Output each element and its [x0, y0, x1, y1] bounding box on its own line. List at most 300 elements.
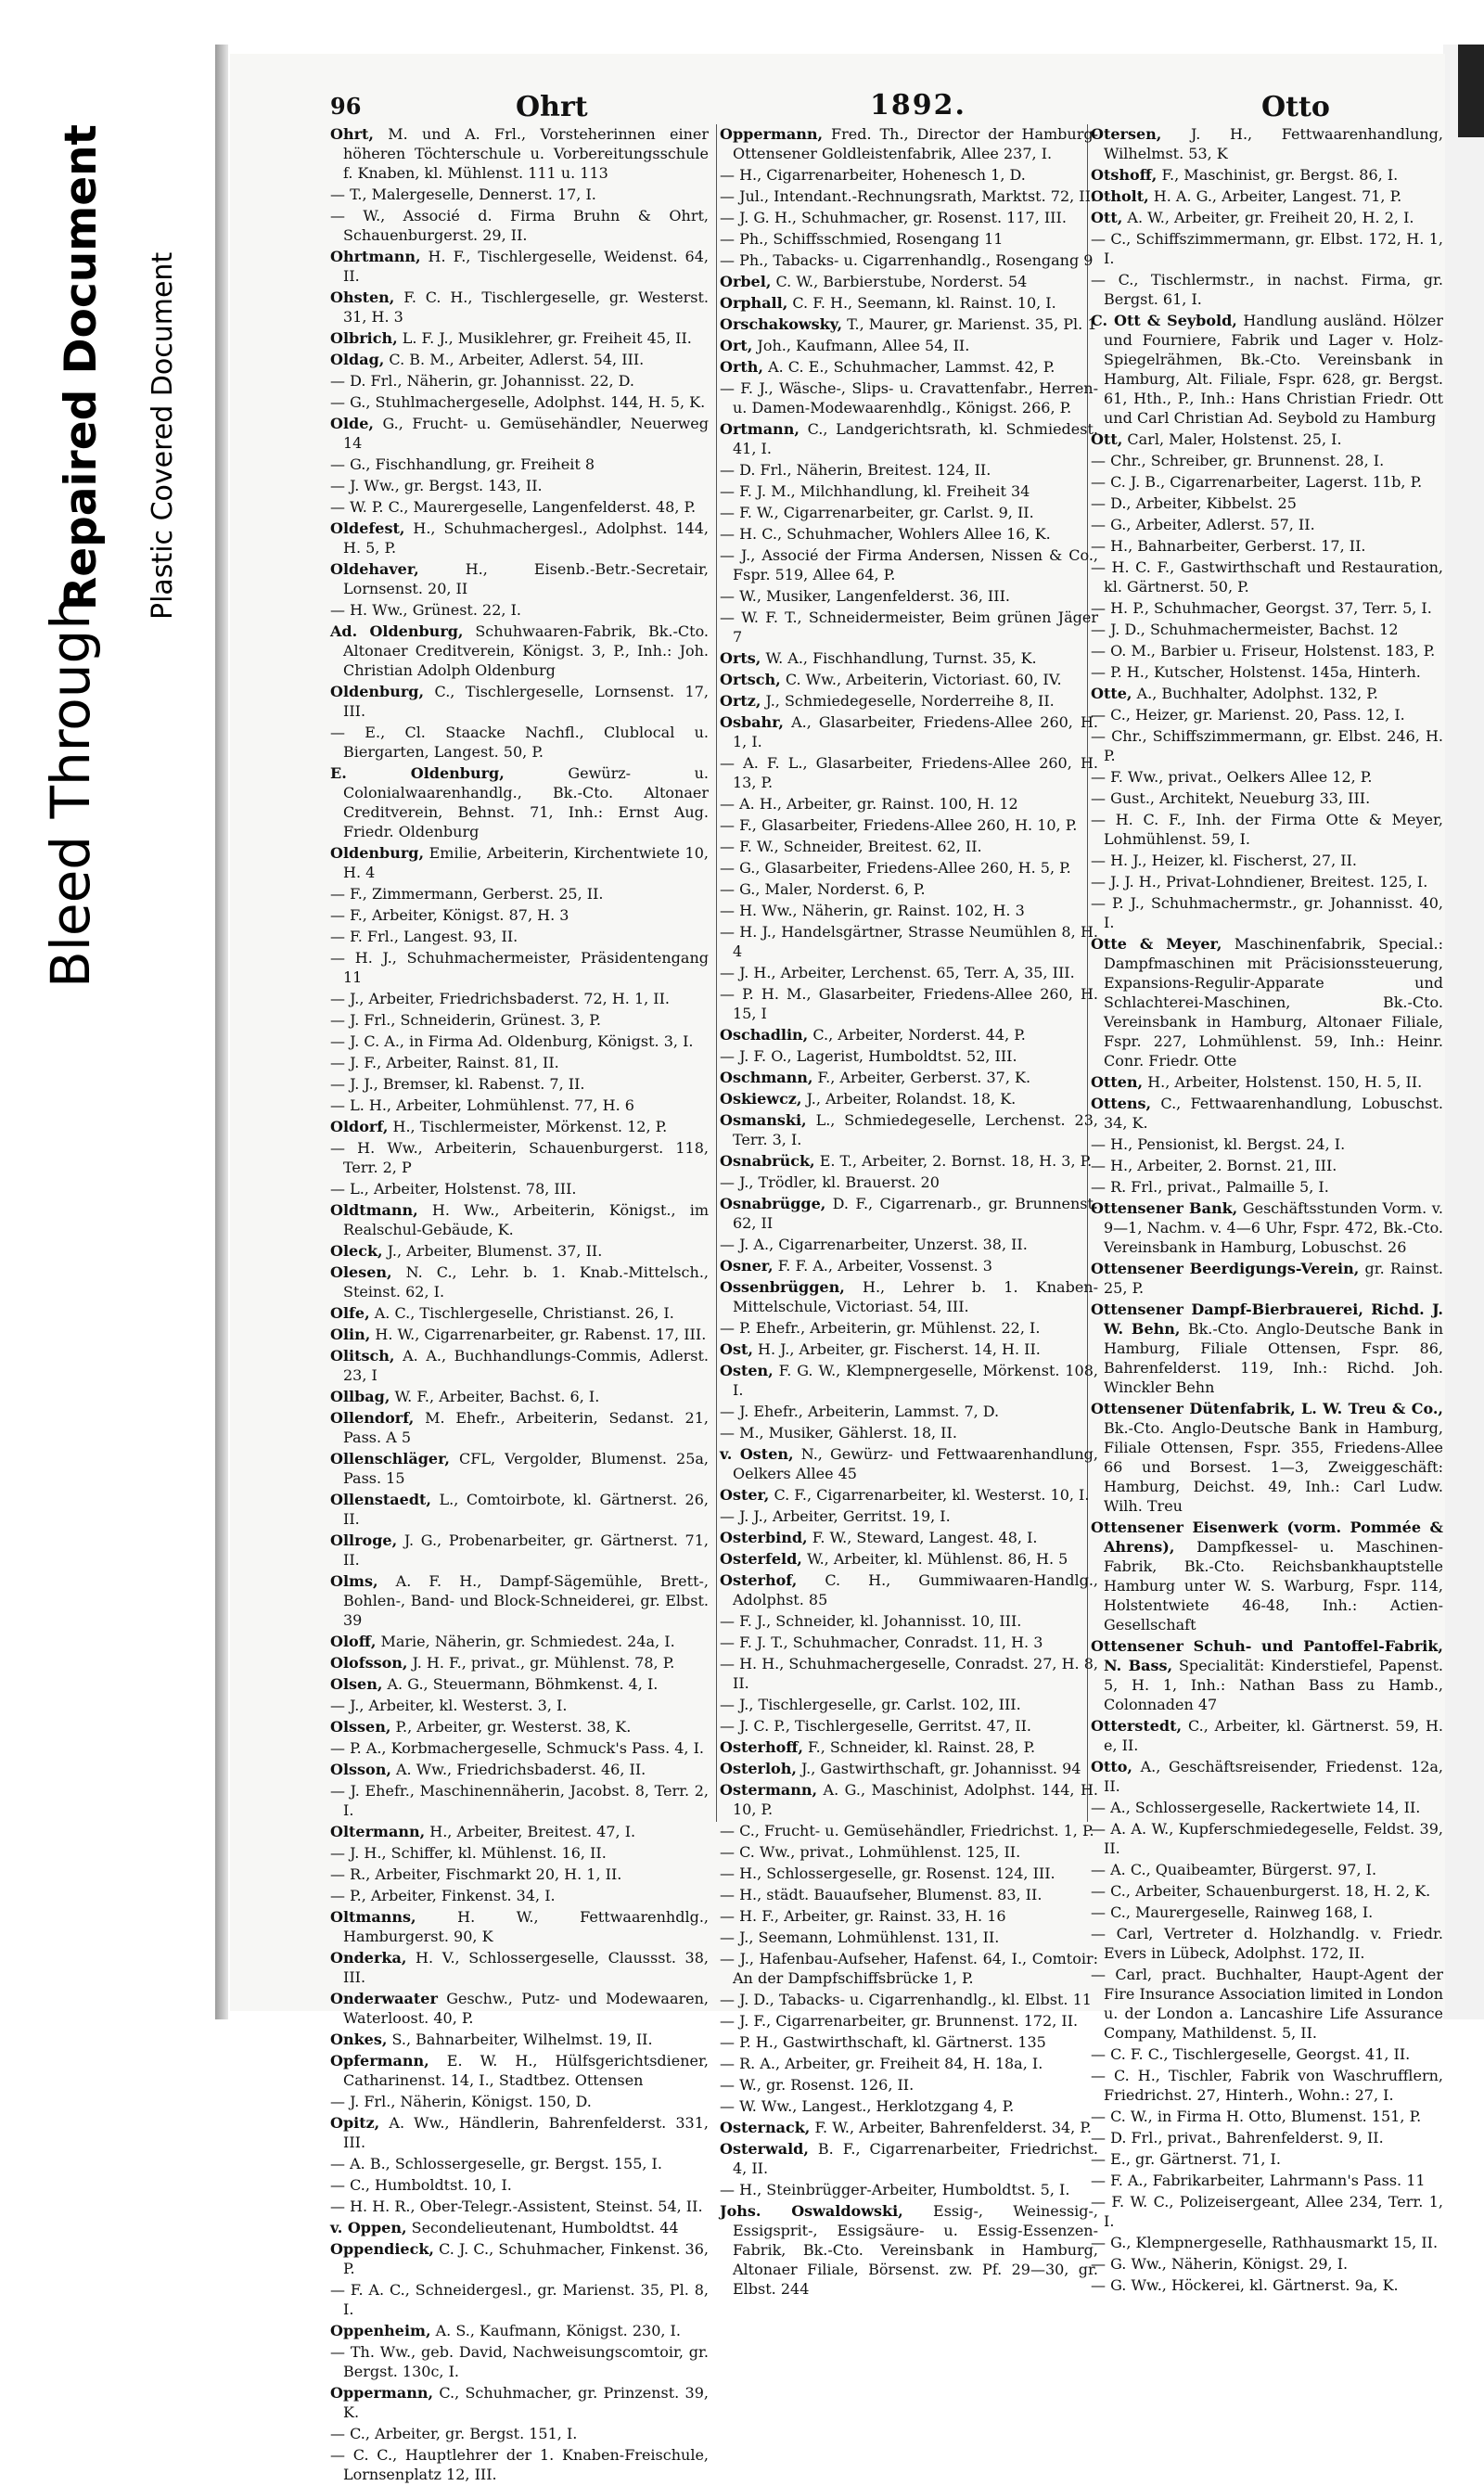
directory-entry	[720, 336, 1098, 355]
directory-entry	[1091, 1300, 1443, 1397]
entry-text: T., Maurer, gr. Marienst. 35, Pl. 1	[847, 315, 1097, 333]
entry-text: A. G., Maschinist, Adolphst. 144, H. 10, P.	[733, 1781, 1098, 1818]
entry-name: Oltmanns,	[330, 1908, 416, 1926]
directory-entry	[720, 524, 1098, 544]
entry-text: — H. H., Schuhmachergeselle, Conradst. 27, H. 8, II.	[720, 1655, 1098, 1692]
entry-text: — C., Tischlermstr., in nachst. Firma, gr. Bergst. 61, I.	[1091, 271, 1443, 308]
entry-name: Oleck,	[330, 1242, 383, 1260]
directory-entry	[720, 712, 1098, 751]
entry-text: A. Ww., Händlerin, Bahrenfelderst. 331, III.	[343, 2114, 709, 2151]
directory-entry	[720, 165, 1098, 185]
entry-text: H. Ww., Arbeiterin, Königst., im Realschul-Gebäude, K.	[343, 1201, 709, 1238]
directory-entry	[330, 1738, 709, 1758]
directory-entry	[720, 481, 1098, 501]
entry-name: Ort,	[720, 337, 753, 354]
entry-text: F. G. W., Klempnergeselle, Mörkenst. 108, I.	[733, 1362, 1098, 1399]
directory-entry	[330, 1948, 709, 1987]
entry-name: Oloff,	[330, 1633, 377, 1650]
entry-text: Bk.-Cto. Anglo-Deutsche Bank in Hamburg, Filiale Ottensen, Fspr. 86, Bahrenfelderst. 119, Inh.: Richd. Joh. Winckler Behn	[1104, 1320, 1443, 1396]
directory-entry	[330, 1696, 709, 1715]
directory-entry	[330, 206, 709, 245]
directory-entry	[330, 905, 709, 925]
directory-entry	[720, 1423, 1098, 1442]
entry-name: Opfermann,	[330, 2052, 429, 2070]
directory-entry	[720, 1235, 1098, 1254]
entry-text: — C. W., in Firma H. Otto, Blumenst. 151, P.	[1091, 2108, 1422, 2125]
entry-name: Onkes,	[330, 2031, 388, 2048]
header-left-keyword: Ohrt	[516, 91, 588, 123]
entry-name: Oldtmann,	[330, 1201, 418, 1219]
entry-text: — F. J. M., Milchhandlung, kl. Freiheit 34	[720, 482, 1030, 500]
entry-text: C., Arbeiter, kl. Gärtnerst. 59, H. e, II.	[1104, 1717, 1443, 1754]
directory-entry	[720, 378, 1098, 417]
directory-entry	[720, 1654, 1098, 1693]
entry-text: — J. F., Arbeiter, Rainst. 81, II.	[330, 1054, 559, 1071]
directory-entry	[1091, 165, 1443, 185]
directory-entry	[720, 901, 1098, 920]
directory-entry	[330, 2445, 709, 2484]
directory-entry	[720, 1737, 1098, 1757]
directory-entry	[1091, 1134, 1443, 1154]
entry-name: Osterwald,	[720, 2140, 809, 2158]
entry-text: W., Arbeiter, kl. Mühlenst. 86, H. 5	[806, 1550, 1068, 1568]
entry-text: — W. F. T., Schneidermeister, Beim grünen Jäger 7	[720, 609, 1098, 646]
directory-entry	[720, 963, 1098, 982]
directory-entry	[720, 2201, 1098, 2299]
entry-text: F., Schneider, kl. Rainst. 28, P.	[808, 1738, 1036, 1756]
directory-entry	[330, 185, 709, 204]
directory-entry	[330, 476, 709, 495]
entry-text: — J., Associé der Firma Andersen, Nissen & Co., Fspr. 519, Allee 64, P.	[720, 546, 1098, 583]
entry-name: Oldenburg,	[330, 683, 425, 700]
entry-text: L., Schmiedegeselle, Lerchenst. 23, Terr. 3, I.	[733, 1111, 1098, 1148]
directory-entry	[330, 927, 709, 946]
entry-name: Osten,	[720, 1362, 774, 1379]
entry-name: Ott,	[1091, 209, 1123, 226]
directory-entry	[1091, 2192, 1443, 2231]
directory-entry	[1091, 208, 1443, 227]
directory-entry	[1091, 1094, 1443, 1133]
entry-name: Onderwaater	[330, 1990, 438, 2007]
entry-name: Olde,	[330, 415, 374, 432]
entry-text: J., Schmiedegeselle, Norderreihe 8, II.	[765, 692, 1055, 710]
entry-text: A., Geschäftsreisender, Friedenst. 12a, II.	[1104, 1758, 1443, 1795]
directory-entry	[330, 2030, 709, 2049]
directory-entry	[720, 208, 1098, 227]
directory-entry	[330, 2175, 709, 2195]
directory-entry	[1091, 1156, 1443, 1175]
entry-text: — Chr., Schiffszimmermann, gr. Elbst. 246, H. P.	[1091, 727, 1443, 764]
directory-entry	[1091, 851, 1443, 870]
entry-text: F., Maschinist, gr. Bergst. 86, I.	[1161, 166, 1399, 184]
entry-text: — J. H., Schiffer, kl. Mühlenst. 16, II.	[330, 1844, 607, 1862]
entry-text: — J., Seemann, Lohmühlenst. 131, II.	[720, 1929, 1000, 1946]
directory-entry	[1091, 124, 1443, 163]
entry-text: — A. B., Schlossergeselle, gr. Bergst. 155, I.	[330, 2155, 662, 2172]
entry-name: Ottensener Dampf-Bierbrauerei, Richd. J. W. Behn,	[1091, 1301, 1443, 1338]
entry-text: C., Landgerichtsrath, kl. Schmiedest. 41, I.	[733, 420, 1098, 457]
directory-entry	[330, 1053, 709, 1072]
entry-text: A. A., Buchhandlungs-Commis, Adlerst. 23, I	[343, 1347, 709, 1384]
entry-name: Ossenbrüggen,	[720, 1278, 845, 1296]
directory-entry	[1091, 2149, 1443, 2169]
entry-name: Ollbag,	[330, 1388, 390, 1405]
entry-text: — H. J., Heizer, kl. Fischerst, 27, II.	[1091, 852, 1358, 869]
entry-name: Ortmann,	[720, 420, 800, 438]
entry-text: Joh., Kaufmann, Allee 54, II.	[757, 337, 970, 354]
directory-entry	[720, 794, 1098, 814]
directory-entry	[330, 519, 709, 557]
directory-entry	[720, 1444, 1098, 1483]
directory-entry	[720, 1864, 1098, 1883]
entry-name: Osnabrügge,	[720, 1195, 826, 1212]
directory-entry	[720, 858, 1098, 878]
directory-entry	[1091, 1757, 1443, 1796]
directory-entry	[720, 229, 1098, 249]
directory-entry	[1091, 515, 1443, 534]
scan-right-dark-bar	[1458, 45, 1484, 137]
entry-text: F. W., Arbeiter, Bahrenfelderst. 34, P.	[814, 2119, 1092, 2136]
directory-entry	[330, 1717, 709, 1736]
entry-text: H., Tischlermeister, Mörkenst. 12, P.	[392, 1118, 668, 1135]
entry-name: Oppenheim,	[330, 2322, 431, 2339]
page-number: 96	[330, 93, 362, 120]
entry-text: E. T., Arbeiter, 2. Bornst. 18, H. 3, P.	[819, 1152, 1093, 1170]
entry-name: Ohrtmann,	[330, 248, 421, 265]
entry-text: — W., gr. Rosenst. 126, II.	[720, 2076, 915, 2094]
directory-entry	[720, 460, 1098, 480]
directory-entry	[1091, 872, 1443, 891]
entry-text: N., Gewürz- und Fettwaarenhandlung, Oelkers Allee 45	[733, 1445, 1099, 1482]
entry-text: A., Buchhalter, Adolphst. 132, P.	[1136, 685, 1378, 702]
directory-entry	[720, 1506, 1098, 1526]
directory-entry	[330, 1096, 709, 1115]
entry-text: — Ph., Schiffsschmied, Rosengang 11	[720, 230, 1004, 248]
scan-binding-shadow	[215, 45, 228, 2019]
entry-text: — R. Frl., privat., Palmaille 5, I.	[1091, 1178, 1329, 1196]
directory-entry	[720, 922, 1098, 961]
directory-entry	[330, 2154, 709, 2173]
directory-entry	[720, 2139, 1098, 2178]
entry-text: — C., Maurergeselle, Rainweg 168, I.	[1091, 1903, 1374, 1921]
directory-entry	[330, 350, 709, 369]
directory-entry	[720, 1842, 1098, 1862]
directory-entry	[330, 455, 709, 474]
entry-text: — J. Ehefr., Arbeiterin, Lammst. 7, D.	[720, 1403, 1000, 1420]
entry-text: A. G., Steuermann, Böhmkenst. 4, I.	[387, 1675, 659, 1693]
entry-text: C., Fettwaarenhandlung, Lobuschst. 34, K.	[1104, 1095, 1443, 1132]
entry-name: Olbrich,	[330, 329, 398, 347]
entry-text: J. G., Probenarbeiter, gr. Gärtnerst. 71, II.	[343, 1531, 710, 1569]
directory-entry	[330, 1325, 709, 1344]
directory-entry	[720, 186, 1098, 206]
entry-name: Ad. Oldenburg,	[330, 622, 464, 640]
entry-text: C. Ww., Arbeiterin, Victoriast. 60, IV.	[785, 671, 1062, 688]
directory-entry	[720, 1025, 1098, 1044]
directory-entry	[330, 622, 709, 680]
directory-entry	[720, 545, 1098, 584]
directory-column-3	[1091, 124, 1443, 2297]
entry-name: Oldefest,	[330, 519, 405, 537]
directory-entry	[330, 1074, 709, 1094]
directory-entry	[720, 1277, 1098, 1316]
directory-entry	[720, 1110, 1098, 1149]
entry-text: C. H., Gummiwaaren-Handlg., Adolphst. 85	[733, 1571, 1098, 1608]
directory-entry	[330, 1674, 709, 1694]
entry-text: — H. Ww., Grünest. 22, I.	[330, 601, 521, 619]
directory-entry	[330, 948, 709, 987]
entry-name: Orth,	[720, 358, 763, 376]
entry-text: — J., Tischlergeselle, gr. Carlst. 102, III.	[720, 1696, 1021, 1713]
entry-text: — W. P. C., Maurergeselle, Langenfelderst. 48, P.	[330, 498, 697, 516]
entry-text: — J. J., Bremser, kl. Rabenst. 7, II.	[330, 1075, 585, 1093]
entry-name: Olms,	[330, 1572, 378, 1590]
entry-text: — H. C. F., Gastwirthschaft und Restauration, kl. Gärtnerst. 50, P.	[1091, 558, 1443, 596]
directory-entry	[330, 2424, 709, 2443]
entry-text: — A., Schlossergeselle, Rackertwiete 14, II.	[1091, 1799, 1421, 1816]
entry-name: Oltermann,	[330, 1823, 426, 1840]
directory-entry	[1091, 726, 1443, 765]
entry-name: Orschakowsky,	[720, 315, 843, 333]
directory-entry	[720, 2118, 1098, 2137]
entry-text: — G., Fischhandlung, gr. Freiheit 8	[330, 455, 595, 473]
directory-entry	[330, 1760, 709, 1779]
entry-text: H. V., Schlossergeselle, Claussst. 38, III.	[343, 1949, 709, 1986]
directory-entry	[1091, 451, 1443, 470]
entry-text: Specialität: Kinderstiefel, Papenst. 5, H. 1, Inh.: Nathan Bass zu Hamb., Colonnaden 47	[1104, 1657, 1443, 1713]
entry-text: G., Frucht- u. Gemüsehändler, Neuerweg 14	[343, 415, 709, 452]
directory-entry	[720, 2180, 1098, 2199]
directory-entry	[330, 247, 709, 286]
entry-text: L. F. J., Musiklehrer, gr. Freiheit 45, II.	[402, 329, 692, 347]
directory-entry	[330, 1571, 709, 1630]
directory-entry	[330, 2383, 709, 2422]
entry-text: A. C. E., Schuhmacher, Lammst. 42, P.	[768, 358, 1055, 376]
entry-text: Fred. Th., Director der Hamburg-Ottensener Goldleistenfabrik, Allee 237, I.	[733, 125, 1099, 162]
entry-text: A. C., Tischlergeselle, Christianst. 26, I.	[374, 1304, 674, 1322]
entry-name: Olsen,	[330, 1675, 383, 1693]
page-header	[230, 54, 1445, 123]
entry-name: Oldorf,	[330, 1118, 389, 1135]
entry-name: Ostermann,	[720, 1781, 818, 1799]
entry-text: M. und A. Frl., Vorsteherinnen einer höheren Töchterschule u. Vorbereitungsschule f. Knaben, kl. Mühlenst. 111 u. 113	[343, 125, 709, 182]
entry-name: Orbel,	[720, 273, 772, 290]
directory-entry	[1091, 662, 1443, 682]
entry-text: — A. C., Quaibeamter, Bürgerst. 97, I.	[1091, 1861, 1377, 1878]
directory-entry	[1091, 767, 1443, 787]
directory-column-2	[720, 124, 1098, 2300]
entry-name: Osner,	[720, 1257, 774, 1275]
entry-text: — J., Arbeiter, kl. Westerst. 3, I.	[330, 1697, 568, 1714]
directory-entry	[330, 1346, 709, 1385]
directory-entry	[720, 1990, 1098, 2009]
entry-text: — H. F., Arbeiter, gr. Rainst. 33, H. 16	[720, 1907, 1006, 1925]
entry-name: Ortz,	[720, 692, 761, 710]
directory-entry	[1091, 1903, 1443, 1922]
entry-text: H. W., Fettwaarenhdlg., Hamburgerst. 90, K	[343, 1908, 709, 1945]
entry-text: — W. Ww., Langest., Herklotzgang 4, P.	[720, 2097, 1015, 2115]
entry-text: C., Tischlergeselle, Lornsenst. 17, III.	[343, 683, 709, 720]
entry-text: — F., Arbeiter, Königst. 87, H. 3	[330, 906, 569, 924]
directory-entry	[720, 1046, 1098, 1066]
directory-entry	[330, 1632, 709, 1651]
entry-name: Ollenschläger,	[330, 1450, 450, 1467]
directory-entry	[720, 1821, 1098, 1840]
directory-entry	[720, 503, 1098, 522]
entry-name: Osternack,	[720, 2119, 811, 2136]
entry-text: — F. A., Fabrikarbeiter, Lahrmann's Pass. 11	[1091, 2172, 1426, 2189]
entry-name: Ollroge,	[330, 1531, 398, 1549]
entry-text: — G., Maler, Norderst. 6, P.	[720, 880, 926, 898]
entry-text: Secondelieutenant, Humboldtst. 44	[411, 2219, 679, 2236]
entry-text: H. A. G., Arbeiter, Langest. 71, P.	[1153, 187, 1402, 205]
entry-text: Gewürz- u. Colonialwaarenhandlg., Bk.-Cto. Altonaer Creditverein, Behnst. 71, Inh.: Ernst Aug. Friedr. Oldenburg	[343, 764, 709, 840]
entry-text: H. W., Cigarrenarbeiter, gr. Rabenst. 17, III.	[375, 1326, 707, 1343]
entry-text: A. Ww., Friedrichsbaderst. 46, II.	[396, 1761, 646, 1778]
entry-text: C., Arbeiter, Norderst. 44, P.	[812, 1026, 1026, 1044]
entry-text: — C., Schiffszimmermann, gr. Elbst. 172, H. 1, I.	[1091, 230, 1443, 267]
directory-entry	[330, 1138, 709, 1177]
entry-text: M. Ehefr., Arbeiterin, Sedanst. 21, Pass. A 5	[343, 1409, 709, 1446]
entry-text: — H. H. R., Ober-Telegr.-Assistent, Steinst. 54, II.	[330, 2198, 703, 2215]
entry-text: — J. Frl., Näherin, Königst. 150, D.	[330, 2093, 592, 2110]
entry-text: — J. H., Arbeiter, Lerchenst. 65, Terr. A, 35, III.	[720, 964, 1075, 981]
directory-entry	[1091, 1819, 1443, 1858]
entry-text: E. W. H., Hülfsgerichtsdiener, Catharinenst. 14, I., Stadtbez. Ottensen	[343, 2052, 709, 2089]
directory-entry	[330, 497, 709, 517]
directory-entry	[1091, 2066, 1443, 2105]
directory-entry	[330, 1387, 709, 1406]
entry-text: — Ph., Tabacks- u. Cigarrenhandlg., Rosengang 9	[720, 251, 1094, 269]
entry-text: W. F., Arbeiter, Bachst. 6, I.	[394, 1388, 600, 1405]
entry-text: — P. H., Kutscher, Holstenst. 145a, Hinterh.	[1091, 663, 1421, 681]
column-divider	[716, 124, 717, 1822]
entry-text: — C. C., Hauptlehrer der 1. Knaben-Freischule, Lornsenplatz 12, III.	[330, 2446, 709, 2483]
entry-text: J., Arbeiter, Rolandst. 18, K.	[806, 1090, 1017, 1108]
directory-entry	[720, 1885, 1098, 1904]
entry-text: — J. D., Tabacks- u. Cigarrenhandlg., kl. Elbst. 11	[720, 1991, 1092, 2008]
entry-text: L., Comtoirbote, kl. Gärtnerst. 26, II.	[343, 1491, 709, 1528]
directory-entry	[330, 1989, 709, 2028]
entry-name: Ortsch,	[720, 671, 781, 688]
entry-text: H., Arbeiter, Breitest. 47, I.	[429, 1823, 636, 1840]
scan-label-strip	[0, 0, 213, 2019]
directory-entry	[1091, 1259, 1443, 1298]
entry-name: Otte & Meyer,	[1091, 935, 1222, 953]
directory-entry	[330, 2218, 709, 2237]
directory-entry	[720, 2011, 1098, 2031]
entry-text: — J. G. H., Schuhmacher, gr. Rosenst. 117, III.	[720, 209, 1067, 226]
entry-name: Johs. Oswaldowski,	[720, 2202, 903, 2220]
entry-text: J., Gastwirthschaft, gr. Johannisst. 94	[801, 1760, 1081, 1777]
entry-text: C. F., Cigarrenarbeiter, kl. Westerst. 10, I.	[774, 1486, 1090, 1504]
directory-entry	[330, 288, 709, 327]
entry-name: Otto,	[1091, 1758, 1132, 1775]
entry-text: — G., Glasarbeiter, Friedens-Allee 260, H. 5, P.	[720, 859, 1071, 877]
entry-name: Ottensener Bank,	[1091, 1199, 1238, 1217]
entry-text: — J. F. O., Lagerist, Humboldtst. 52, III.	[720, 1047, 1017, 1065]
directory-column-1	[330, 124, 709, 2486]
directory-entry	[330, 884, 709, 903]
directory-entry	[1091, 2254, 1443, 2274]
entry-text: Essig-, Weinessig-, Essigsprit-, Essigsäure- u. Essig-Essenzen-Fabrik, Bk.-Cto. Vereinsbank in Hamburg, Altonaer Filiale, Börsenst. zw. Pf. 29—30, gr. Elbst. 244	[733, 2202, 1099, 2298]
entry-name: Oschmann,	[720, 1069, 813, 1086]
entry-name: Otte,	[1091, 685, 1132, 702]
entry-text: — G., Arbeiter, Adlerst. 57, II.	[1091, 516, 1315, 533]
directory-entry	[720, 608, 1098, 647]
entry-text: — H. P., Schuhmacher, Georgst. 37, Terr. 5, I.	[1091, 599, 1432, 617]
entry-text: H., Arbeiter, Holstenst. 150, H. 5, II.	[1147, 1073, 1423, 1091]
entry-text: — L., Arbeiter, Holstenst. 78, III.	[330, 1180, 577, 1198]
directory-entry	[330, 1449, 709, 1488]
entry-text: — G., Stuhlmachergeselle, Adolphst. 144, H. 5, K.	[330, 393, 706, 411]
directory-entry	[1091, 2233, 1443, 2252]
directory-entry	[720, 1485, 1098, 1505]
directory-entry	[330, 989, 709, 1008]
entry-text: Marie, Näherin, gr. Schmiedest. 24a, I.	[380, 1633, 675, 1650]
entry-text: Geschw., Putz- und Modewaaren, Waterloost. 40, P.	[343, 1990, 709, 2027]
entry-name: Oldehaver,	[330, 560, 419, 578]
entry-text: — P., Arbeiter, Finkenst. 34, I.	[330, 1887, 556, 1904]
directory-entry	[720, 1906, 1098, 1926]
entry-text: Maschinenfabrik, Special.: Dampfmaschinen mit Präcisionssteuerung, Expansions-Regulir-Apparate und Schlachterei-Maschinen, Bk.-Cto. Vereinsbank in Hamburg, Altonaer Filiale, Fspr. 227, Lohmühlenst. 59, Inh.: Heinr. Conr. Friedr. Otte	[1104, 935, 1443, 1070]
entry-text: — G. Ww., Höckerei, kl. Gärtnerst. 9a, K.	[1091, 2276, 1399, 2294]
directory-entry	[720, 1528, 1098, 1547]
entry-text: — F. J. T., Schuhmacher, Conradst. 11, H. 3	[720, 1634, 1043, 1651]
directory-entry	[330, 1490, 709, 1529]
entry-text: — C., Arbeiter, gr. Bergst. 151, I.	[330, 2425, 578, 2442]
repaired-document-label: Repaired Document	[56, 124, 107, 610]
directory-entry	[720, 1318, 1098, 1338]
directory-entry	[330, 1408, 709, 1447]
directory-entry	[330, 1010, 709, 1030]
entry-text: Dampfkessel- u. Maschinen-Fabrik, Bk.-Cto. Reichsbankhauptstelle Hamburg unter W. S. Warburg, Fspr. 114, Holstentwiete 46-48, Inh.: Actien-Gesellschaft	[1104, 1538, 1444, 1634]
entry-text: — W., Musiker, Langenfelderst. 36, III.	[720, 587, 1010, 605]
directory-entry	[720, 879, 1098, 899]
entry-name: Ost,	[720, 1340, 753, 1358]
entry-text: — R. A., Arbeiter, gr. Freiheit 84, H. 18a, I.	[720, 2055, 1043, 2072]
directory-entry	[720, 2054, 1098, 2073]
directory-entry	[1091, 684, 1443, 703]
directory-entry	[720, 1716, 1098, 1736]
directory-entry	[330, 1864, 709, 1884]
entry-text: — Gust., Architekt, Neueburg 33, III.	[1091, 789, 1371, 807]
directory-entry	[720, 1194, 1098, 1233]
entry-name: Ohrt,	[330, 125, 374, 143]
directory-entry	[720, 1402, 1098, 1421]
entry-text: — E., Cl. Staacke Nachfl., Clublocal u. Biergarten, Langest. 50, P.	[330, 724, 709, 761]
entry-text: Bk.-Cto. Anglo-Deutsche Bank in Hamburg, Filiale Ottensen, Fspr. 355, Friedens-Allee 66 und Borsest. 1—3, Zweiggeschäft: Hamburg, Deichst. 49, Inh.: Carl Ludw. Wilh. Treu	[1104, 1419, 1443, 1515]
directory-entry	[720, 837, 1098, 856]
entry-text: — M., Musiker, Gählerst. 18, II.	[720, 1424, 957, 1442]
directory-entry	[330, 1032, 709, 1051]
directory-entry	[330, 414, 709, 453]
entry-text: — G. Ww., Näherin, Königst. 29, I.	[1091, 2255, 1349, 2273]
entry-name: Olofsson,	[330, 1654, 408, 1672]
entry-text: — H., Steinbrügger-Arbeiter, Humboldtst. 5, I.	[720, 2181, 1070, 2198]
directory-entry	[1091, 893, 1443, 932]
entry-text: — H. J., Handelsgärtner, Strasse Neumühlen 8, H. 4	[720, 923, 1098, 960]
directory-entry	[330, 1781, 709, 1820]
directory-entry	[720, 293, 1098, 313]
entry-text: C., Schuhmacher, gr. Prinzenst. 39, K.	[343, 2384, 709, 2421]
directory-entry	[1091, 1198, 1443, 1257]
entry-name: C. Ott & Seybold,	[1091, 312, 1237, 329]
entry-name: v. Oppen,	[330, 2219, 407, 2236]
entry-text: — F. J., Wäsche-, Slips- u. Cravattenfabr., Herren- u. Damen-Modewaarenhdlg., Königst. 266, P.	[720, 379, 1098, 416]
directory-entry	[330, 2092, 709, 2111]
directory-entry	[330, 1262, 709, 1301]
